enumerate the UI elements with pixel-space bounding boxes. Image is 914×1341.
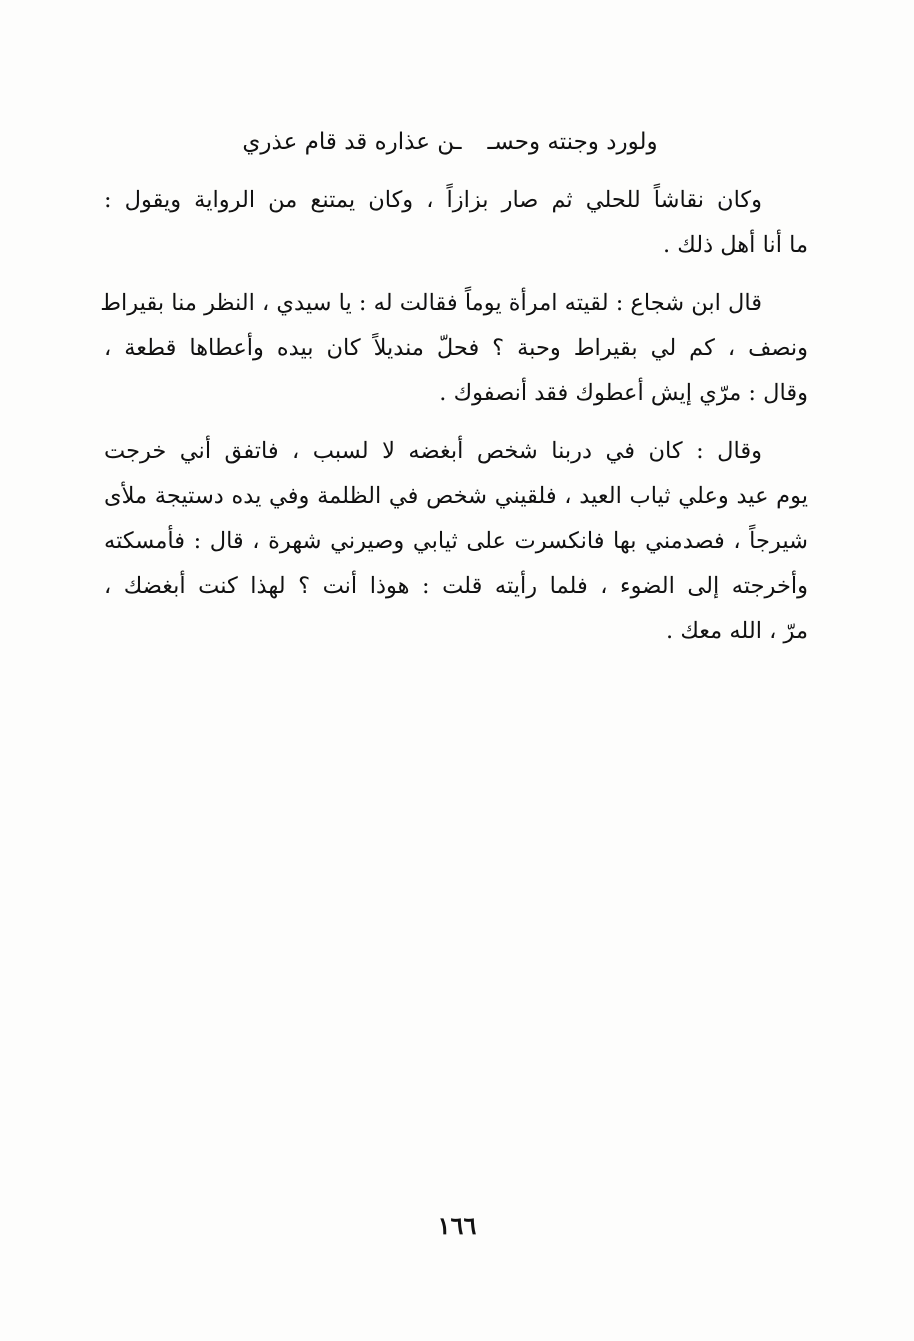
text-line: وأخرجته إلى الضوء ، فلما رأيته قلت : هوذا أنت ؟ لهذا كنت أبغضك ، xyxy=(104,573,808,599)
paragraph-1 xyxy=(104,178,808,268)
body-text xyxy=(100,178,808,667)
text-line: وقال : كان في دربنا شخص أبغضه لا لسبب ، فاتفق أني خرجت xyxy=(104,438,762,464)
poem-verse xyxy=(200,122,700,162)
text-line: شيرجاً ، فصدمني بها فانكسرت على ثيابي وصيرني شهرة ، قال : فأمسكته xyxy=(104,528,808,554)
paragraph-3 xyxy=(104,429,808,654)
text-line: ونصف ، كم لي بقيراط وحبة ؟ فحلّ منديلاً كان بيده وأعطاها قطعة ، xyxy=(104,335,808,361)
text-line: يوم عيد وعلي ثياب العيد ، فلقيني شخص في الظلمة وفي يده دستيجة ملأى xyxy=(104,483,808,509)
text-line: قال ابن شجاع : لقيته امرأة يوماً فقالت له : يا سيدي ، النظر منا بقيراط xyxy=(100,290,762,316)
text-line: ما أنا أهل ذلك . xyxy=(662,232,808,258)
paragraph-2 xyxy=(100,281,808,416)
text-line: وقال : مرّي إيش أعطوك فقد أنصفوك . xyxy=(439,380,808,406)
verse-second-hemistich: ـن عذاره قد قام عذري xyxy=(242,129,462,155)
page-number: ١٦٦ xyxy=(437,1211,477,1240)
verse-first-hemistich: ولورد وجنته وحسـ xyxy=(487,129,658,155)
text-line: مرّ ، الله معك . xyxy=(666,618,808,644)
text-line: وكان نقاشاً للحلي ثم صار بزازاً ، وكان يمتنع من الرواية ويقول : xyxy=(104,187,762,213)
